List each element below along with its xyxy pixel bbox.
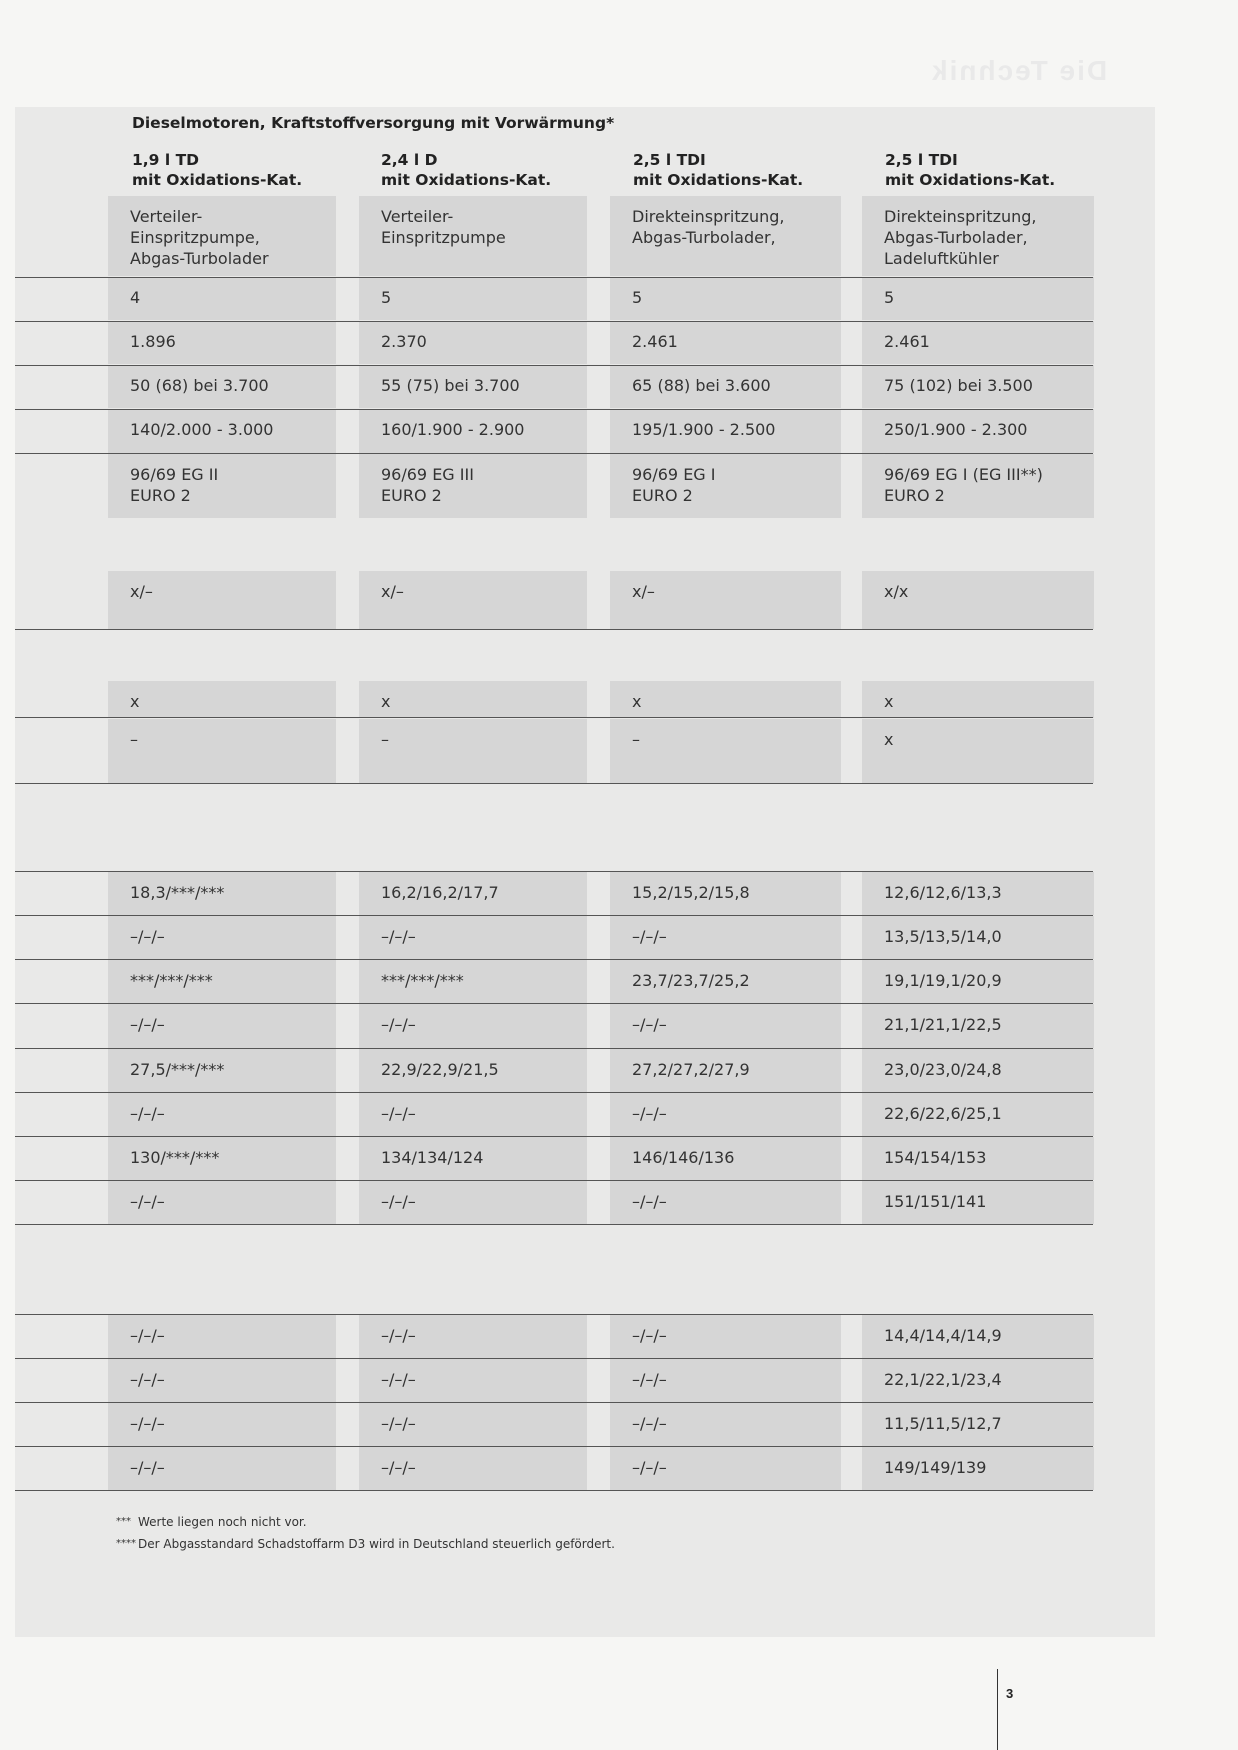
footnote-mark: *** — [116, 1516, 131, 1527]
table-cell: –/–/– — [359, 1359, 587, 1402]
table-cell: x/– — [108, 571, 336, 629]
table-cell: –/–/– — [610, 1447, 841, 1490]
table-cell: x — [862, 681, 1094, 718]
page-number-rule — [997, 1669, 998, 1750]
table-cell: 2.461 — [862, 321, 1094, 364]
table-cell: 23,0/23,0/24,8 — [862, 1049, 1094, 1092]
page-number: 3 — [1006, 1686, 1014, 1701]
table-cell: 75 (102) bei 3.500 — [862, 365, 1094, 408]
table-cell: 1.896 — [108, 321, 336, 364]
table-cell: 5 — [359, 277, 587, 320]
row-divider — [15, 1136, 1093, 1137]
table-cell: –/–/– — [108, 1004, 336, 1048]
catalyst-label: mit Oxidations-Kat. — [132, 171, 303, 189]
table-cell: –/–/– — [359, 916, 587, 959]
table-cell: 22,1/22,1/23,4 — [862, 1359, 1094, 1402]
row-divider — [15, 453, 1093, 454]
column-header-3 — [633, 150, 803, 190]
table-cell: 11,5/11,5/12,7 — [862, 1403, 1094, 1446]
bleed-through-heading: Die Technik — [930, 55, 1108, 86]
row-divider — [15, 629, 1093, 630]
table-cell: –/–/– — [359, 1403, 587, 1446]
table-cell: 250/1.900 - 2.300 — [862, 409, 1094, 453]
row-divider — [15, 365, 1093, 366]
table-cell: 18,3/***/*** — [108, 872, 336, 915]
table-cell: x — [862, 719, 1094, 783]
row-divider — [15, 321, 1093, 322]
table-cell: 19,1/19,1/20,9 — [862, 960, 1094, 1003]
table-cell: 15,2/15,2/15,8 — [610, 872, 841, 915]
table-cell: –/–/– — [108, 1447, 336, 1490]
table-cell: 16,2/16,2/17,7 — [359, 872, 587, 915]
table-cell: ***/***/*** — [359, 960, 587, 1003]
row-divider — [15, 277, 1093, 278]
table-cell: 130/***/*** — [108, 1137, 336, 1180]
table-cell: x/x — [862, 571, 1094, 629]
table-cell: –/–/– — [108, 1315, 336, 1358]
table-cell: –/–/– — [108, 1403, 336, 1446]
row-divider — [15, 1092, 1093, 1093]
table-cell: –/–/– — [108, 1181, 336, 1224]
table-cell: 55 (75) bei 3.700 — [359, 365, 587, 408]
table-cell: 146/146/136 — [610, 1137, 841, 1180]
table-cell: 50 (68) bei 3.700 — [108, 365, 336, 408]
row-divider — [15, 915, 1093, 916]
table-cell: –/–/– — [610, 1315, 841, 1358]
table-cell: x — [610, 681, 841, 718]
column-header-2 — [381, 150, 551, 190]
table-cell: 13,5/13,5/14,0 — [862, 916, 1094, 959]
row-divider — [15, 1180, 1093, 1181]
engine-label: 2,5 l TDI — [885, 151, 958, 169]
table-cell: 96/69 EG I (EG III**) EURO 2 — [862, 454, 1094, 518]
table-cell: –/–/– — [359, 1447, 587, 1490]
table-cell: 96/69 EG II EURO 2 — [108, 454, 336, 518]
table-cell: – — [610, 719, 841, 783]
column-header-1 — [132, 150, 302, 190]
catalyst-label: mit Oxidations-Kat. — [885, 171, 1056, 189]
table-cell: x — [108, 681, 336, 718]
catalyst-label: mit Oxidations-Kat. — [381, 171, 552, 189]
table-cell: 2.370 — [359, 321, 587, 364]
table-cell: 149/149/139 — [862, 1447, 1094, 1490]
table-cell: ***/***/*** — [108, 960, 336, 1003]
row-divider — [15, 1224, 1093, 1225]
row-divider — [15, 1446, 1093, 1447]
table-cell: Verteiler- Einspritzpumpe — [359, 196, 587, 276]
table-cell: 22,6/22,6/25,1 — [862, 1093, 1094, 1136]
engine-label: 1,9 l TD — [132, 151, 200, 169]
footnote-text: Werte liegen noch nicht vor. — [138, 1515, 307, 1529]
catalyst-label: mit Oxidations-Kat. — [633, 171, 804, 189]
table-cell: 65 (88) bei 3.600 — [610, 365, 841, 408]
table-cell: –/–/– — [610, 916, 841, 959]
table-cell: 21,1/21,1/22,5 — [862, 1004, 1094, 1048]
table-cell: Direkteinspritzung, Abgas-Turbolader, — [610, 196, 841, 276]
row-divider — [15, 1003, 1093, 1004]
table-cell: 96/69 EG I EURO 2 — [610, 454, 841, 518]
table-cell: 140/2.000 - 3.000 — [108, 409, 336, 453]
table-cell: –/–/– — [359, 1093, 587, 1136]
table-cell: 160/1.900 - 2.900 — [359, 409, 587, 453]
footnote-mark: **** — [116, 1538, 136, 1549]
table-cell: 5 — [610, 277, 841, 320]
row-divider — [15, 409, 1093, 410]
table-cell: 12,6/12,6/13,3 — [862, 872, 1094, 915]
footnote-text: Der Abgasstandard Schadstoffarm D3 wird in Deutschland steuerlich gefördert. — [138, 1537, 615, 1551]
table-cell: 27,5/***/*** — [108, 1049, 336, 1092]
row-divider — [15, 1358, 1093, 1359]
table-cell: –/–/– — [359, 1004, 587, 1048]
table-cell: 4 — [108, 277, 336, 320]
table-cell: 14,4/14,4/14,9 — [862, 1315, 1094, 1358]
table-cell: –/–/– — [108, 1359, 336, 1402]
engine-label: 2,5 l TDI — [633, 151, 706, 169]
table-cell: – — [108, 719, 336, 783]
row-divider — [15, 871, 1093, 872]
table-cell: –/–/– — [108, 1093, 336, 1136]
table-cell: – — [359, 719, 587, 783]
row-divider — [15, 717, 1093, 718]
table-cell: –/–/– — [359, 1315, 587, 1358]
row-divider — [15, 1048, 1093, 1049]
table-cell: 5 — [862, 277, 1094, 320]
table-cell: 23,7/23,7/25,2 — [610, 960, 841, 1003]
footnote — [116, 1511, 615, 1533]
footnotes — [116, 1511, 615, 1555]
footnote — [116, 1533, 615, 1555]
table-cell: Direkteinspritzung, Abgas-Turbolader, Ladeluftkühler — [862, 196, 1094, 276]
table-cell: –/–/– — [610, 1359, 841, 1402]
row-divider — [15, 783, 1093, 784]
table-cell: –/–/– — [359, 1181, 587, 1224]
table-cell: 2.461 — [610, 321, 841, 364]
table-cell: –/–/– — [610, 1093, 841, 1136]
table-cell: 22,9/22,9/21,5 — [359, 1049, 587, 1092]
row-divider — [15, 1490, 1093, 1491]
table-cell: –/–/– — [610, 1403, 841, 1446]
row-divider — [15, 959, 1093, 960]
table-title: Dieselmotoren, Kraftstoffversorgung mit Vorwärmung* — [132, 114, 615, 132]
row-divider — [15, 1402, 1093, 1403]
column-header-4 — [885, 150, 1055, 190]
table-cell: x/– — [359, 571, 587, 629]
table-cell: x — [359, 681, 587, 718]
table-cell: 154/154/153 — [862, 1137, 1094, 1180]
row-divider — [15, 1314, 1093, 1315]
table-cell: x/– — [610, 571, 841, 629]
table-cell: –/–/– — [610, 1004, 841, 1048]
table-cell: 27,2/27,2/27,9 — [610, 1049, 841, 1092]
table-cell: Verteiler- Einspritzpumpe, Abgas-Turbolader — [108, 196, 336, 276]
engine-label: 2,4 l D — [381, 151, 438, 169]
table-cell: –/–/– — [610, 1181, 841, 1224]
table-cell: 151/151/141 — [862, 1181, 1094, 1224]
table-cell: 134/134/124 — [359, 1137, 587, 1180]
table-cell: 195/1.900 - 2.500 — [610, 409, 841, 453]
table-cell: –/–/– — [108, 916, 336, 959]
table-cell: 96/69 EG III EURO 2 — [359, 454, 587, 518]
